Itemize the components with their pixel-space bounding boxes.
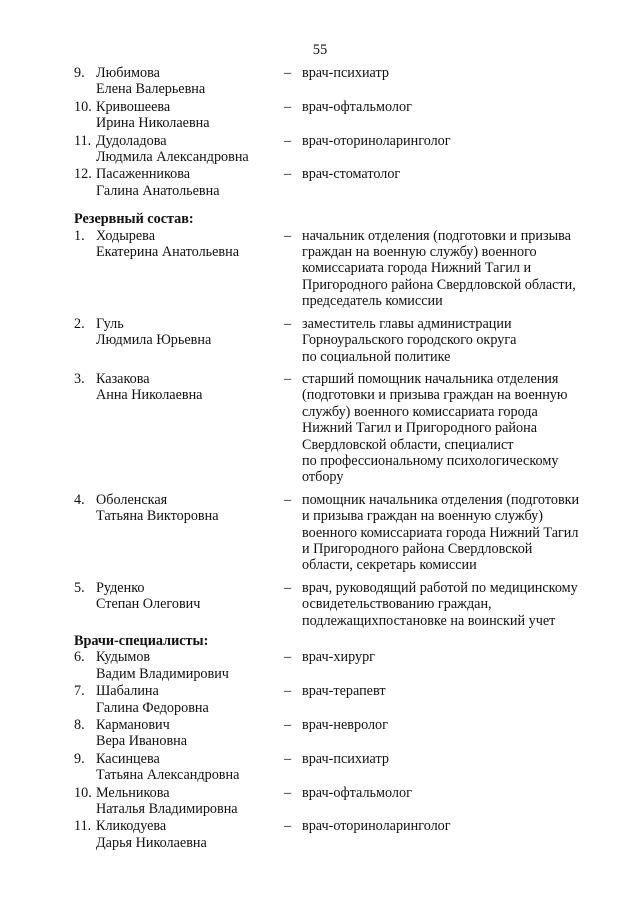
given-names: Анна Николаевна	[96, 387, 203, 404]
item-number: 11.	[74, 818, 92, 835]
item-number: 4.	[74, 491, 85, 508]
person-name	[96, 371, 284, 486]
role-description	[302, 228, 614, 310]
person-name	[96, 166, 284, 199]
dash-separator: –	[284, 750, 292, 767]
list-item	[74, 133, 614, 166]
item-number: 6.	[74, 649, 85, 666]
list-item	[74, 683, 614, 716]
surname: Шабалина	[96, 683, 159, 700]
role-description	[302, 580, 614, 629]
commission-list	[74, 65, 614, 199]
surname: Касинцева	[96, 750, 160, 767]
item-number: 7.	[74, 683, 85, 700]
role-description	[302, 683, 614, 716]
role-line: области, секретарь комиссии	[302, 557, 477, 574]
dash-separator: –	[284, 166, 292, 183]
person-name	[96, 785, 284, 818]
role-line: врач-терапевт	[302, 683, 386, 700]
role-description	[302, 785, 614, 818]
role-line: и Пригородного района Свердловской	[302, 540, 533, 557]
list-item	[74, 580, 614, 629]
person-name	[96, 65, 284, 98]
dash-separator: –	[284, 579, 292, 596]
dash-separator: –	[284, 491, 292, 508]
given-names: Наталья Владимировна	[96, 801, 238, 818]
surname: Оболенская	[96, 491, 168, 508]
role-line: комиссариата города Нижний Тагил и	[302, 260, 532, 277]
surname: Мельникова	[96, 784, 170, 801]
role-description	[302, 818, 614, 851]
given-names: Татьяна Викторовна	[96, 508, 219, 525]
surname: Руденко	[96, 579, 145, 596]
list-item	[74, 166, 614, 199]
given-names: Вадим Владимирович	[96, 665, 229, 682]
role-line: помощник начальника отделения (подготовки	[302, 491, 580, 508]
dash-separator: –	[284, 717, 292, 734]
role-line: граждан на военную службу) военного	[302, 244, 537, 261]
item-number: 2.	[74, 315, 85, 332]
dash-separator: –	[284, 818, 292, 835]
role-description	[302, 371, 614, 486]
list-item	[74, 316, 614, 365]
role-line: Горноуральского городского округа	[302, 332, 517, 349]
role-line: старший помощник начальника отделения	[302, 370, 559, 387]
person-name	[96, 133, 284, 166]
role-line: заместитель главы администрации	[302, 315, 512, 332]
given-names: Людмила Александровна	[96, 149, 249, 166]
dash-separator: –	[284, 649, 292, 666]
reserve-heading: Резервный состав:	[74, 211, 194, 228]
role-description	[302, 133, 614, 166]
specialists-list	[74, 649, 614, 851]
list-item	[74, 751, 614, 784]
surname: Дудоладова	[96, 132, 167, 149]
dash-separator: –	[284, 98, 292, 115]
role-line: службу) военного комиссариата города	[302, 403, 538, 420]
list-item	[74, 818, 614, 851]
role-description	[302, 99, 614, 132]
role-line: председатель комиссии	[302, 293, 443, 310]
dash-separator: –	[284, 315, 292, 332]
dash-separator: –	[284, 65, 292, 81]
given-names: Елена Валерьевна	[96, 81, 206, 98]
role-line: врач-оториноларинголог	[302, 818, 451, 835]
item-number: 11.	[74, 132, 92, 149]
role-line: врач-невролог	[302, 717, 388, 734]
item-number: 10.	[74, 98, 92, 115]
role-line: подлежащихпостановке на воинский учет	[302, 612, 556, 629]
item-number: 9.	[74, 750, 85, 767]
role-line: начальник отделения (подготовки и призыва	[302, 227, 571, 244]
person-name	[96, 751, 284, 784]
role-line: врач-офтальмолог	[302, 98, 412, 115]
person-name	[96, 492, 284, 574]
role-description	[302, 492, 614, 574]
dash-separator: –	[284, 370, 292, 387]
role-line: и призыва граждан на военную службу)	[302, 508, 543, 525]
person-name	[96, 228, 284, 310]
specialists-heading: Врачи-специалисты:	[74, 633, 209, 649]
surname: Карманович	[96, 717, 170, 734]
role-description	[302, 316, 614, 365]
item-number: 5.	[74, 579, 85, 596]
role-description	[302, 717, 614, 750]
person-name	[96, 580, 284, 629]
given-names: Дарья Николаевна	[96, 834, 207, 851]
surname: Кривошеева	[96, 98, 171, 115]
role-line: Нижний Тагил и Пригородного района	[302, 420, 537, 437]
role-line: врач-психиатр	[302, 65, 389, 81]
surname: Кликодуева	[96, 818, 167, 835]
person-name	[96, 99, 284, 132]
given-names: Галина Федоровна	[96, 699, 209, 716]
list-item	[74, 717, 614, 750]
role-description	[302, 65, 614, 98]
page-number: 55	[312, 42, 328, 58]
item-number: 12.	[74, 166, 92, 183]
role-line: по профессиональному психологическому	[302, 452, 559, 469]
role-line: врач-оториноларинголог	[302, 132, 451, 149]
dash-separator: –	[284, 683, 292, 700]
role-description	[302, 166, 614, 199]
person-name	[96, 683, 284, 716]
surname: Ходырева	[96, 227, 155, 244]
list-item	[74, 371, 614, 486]
person-name	[96, 818, 284, 851]
list-item	[74, 99, 614, 132]
role-line: врач, руководящий работой по медицинскому	[302, 579, 578, 596]
role-line: освидетельствованию граждан,	[302, 596, 492, 613]
role-line: врач-офтальмолог	[302, 784, 412, 801]
surname: Гуль	[96, 315, 124, 332]
item-number: 10.	[74, 784, 92, 801]
reserve-list	[74, 228, 614, 629]
surname: Пасаженникова	[96, 166, 191, 183]
list-item	[74, 492, 614, 574]
given-names: Ирина Николаевна	[96, 115, 210, 132]
item-number: 3.	[74, 370, 85, 387]
dash-separator: –	[284, 784, 292, 801]
person-name	[96, 316, 284, 365]
given-names: Екатерина Анатольевна	[96, 244, 240, 261]
item-number: 8.	[74, 717, 85, 734]
given-names: Галина Анатольевна	[96, 182, 220, 199]
surname: Казакова	[96, 370, 150, 387]
role-line: отбору	[302, 469, 344, 486]
role-line: по социальной политике	[302, 348, 451, 365]
list-item	[74, 649, 614, 682]
list-item	[74, 228, 614, 310]
surname: Любимова	[96, 65, 160, 81]
dash-separator: –	[284, 132, 292, 149]
role-line: Пригородного района Свердловской области,	[302, 276, 576, 293]
given-names: Вера Ивановна	[96, 733, 188, 750]
surname: Кудымов	[96, 649, 151, 666]
role-description	[302, 751, 614, 784]
given-names: Людмила Юрьевна	[96, 332, 212, 349]
given-names: Татьяна Александровна	[96, 767, 240, 784]
role-line: Свердловской области, специалист	[302, 436, 514, 453]
role-line: военного комиссариата города Нижний Тагил	[302, 524, 579, 541]
given-names: Степан Олегович	[96, 596, 201, 613]
list-item	[74, 785, 614, 818]
role-line: (подготовки и призыва граждан на военную	[302, 387, 568, 404]
role-line: врач-стоматолог	[302, 166, 401, 183]
list-item	[74, 65, 614, 98]
person-name	[96, 717, 284, 750]
document-body	[74, 65, 614, 851]
role-description	[302, 649, 614, 682]
role-line: врач-хирург	[302, 649, 375, 666]
role-line: врач-психиатр	[302, 750, 389, 767]
item-number: 9.	[74, 65, 85, 81]
person-name	[96, 649, 284, 682]
dash-separator: –	[284, 227, 292, 244]
item-number: 1.	[74, 227, 85, 244]
